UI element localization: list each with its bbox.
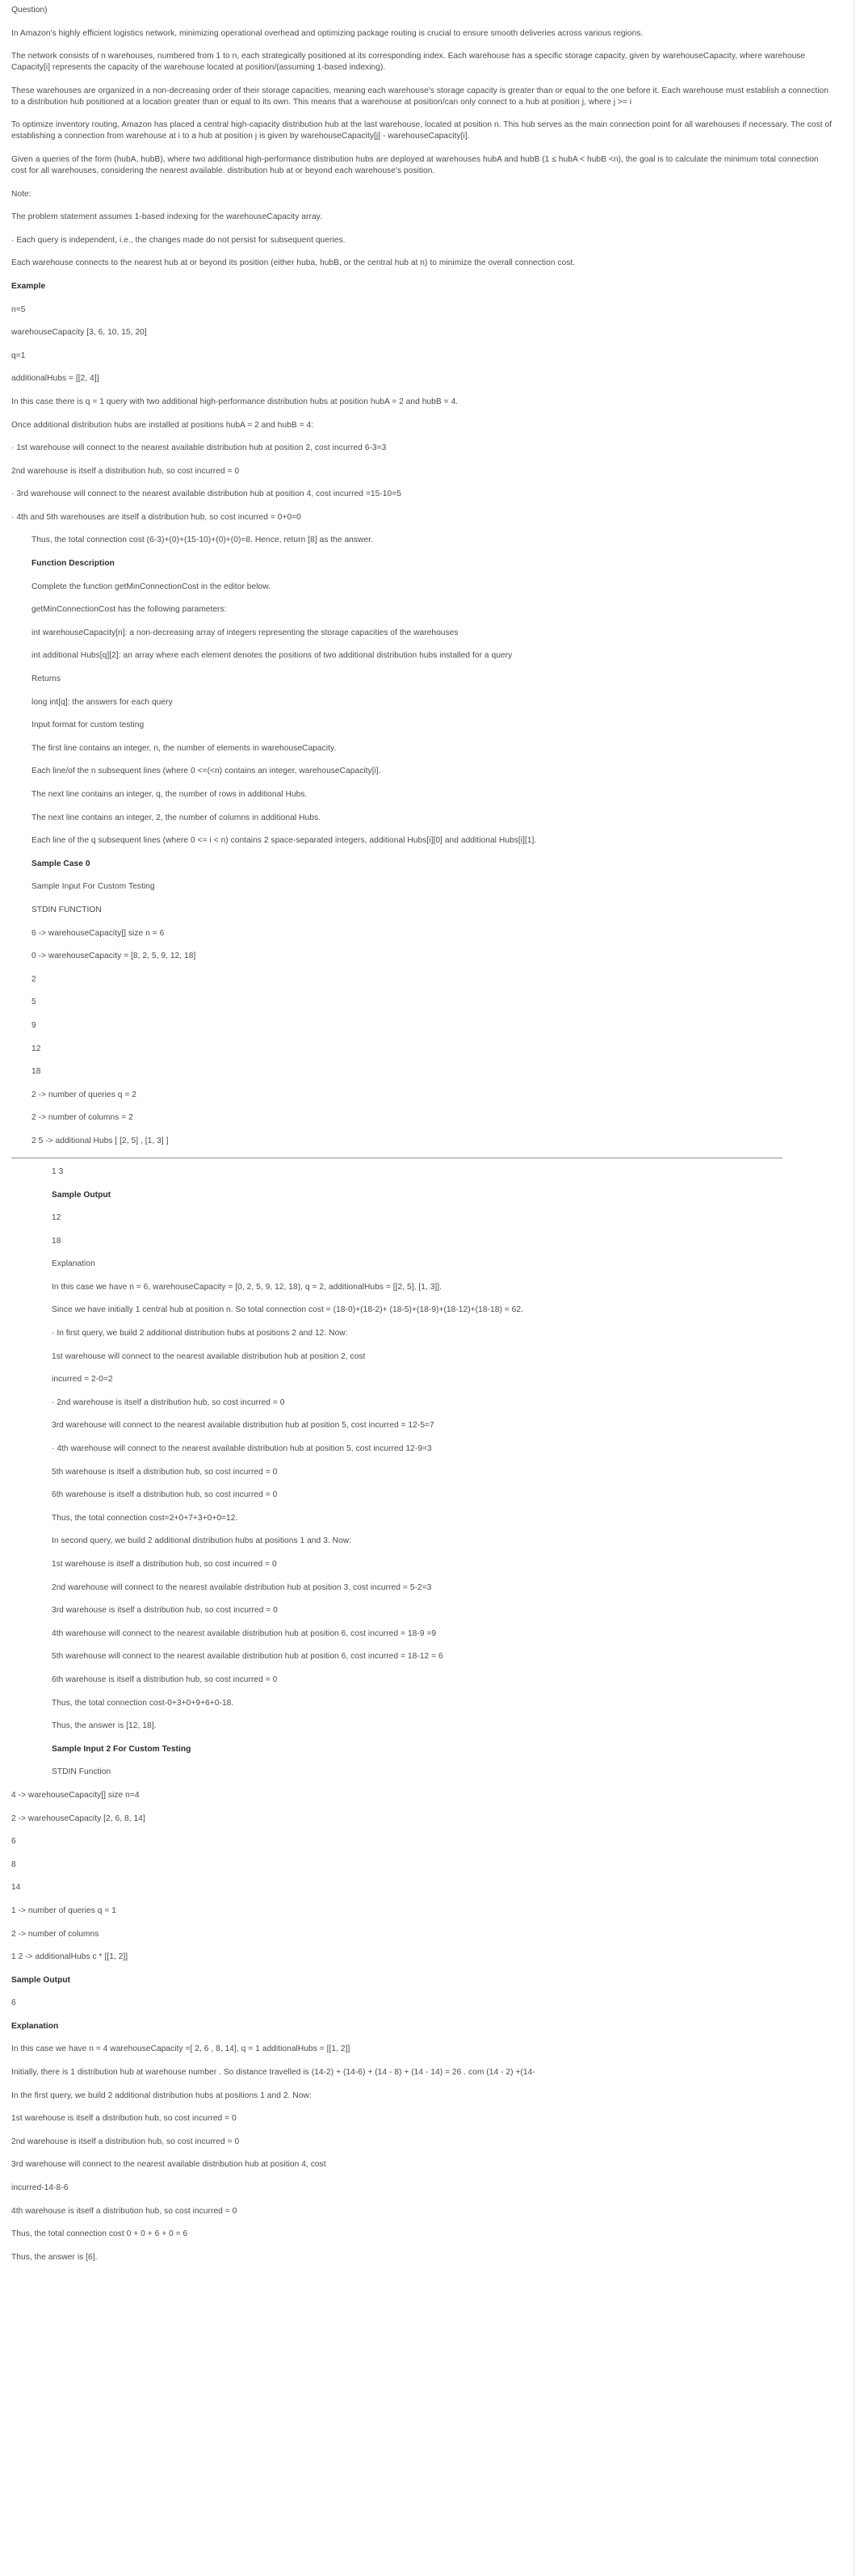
explanation-2-line-3: 1st warehouse is itself a distribution hub, so cost incurred = 0 (11, 2114, 237, 2124)
example-line-hubs: additionalHubs = [[2, 4]] (11, 374, 99, 384)
explanation-0-line-5: · 2nd warehouse is itself a distribution hub, so cost incurred = 0 (52, 1397, 285, 1407)
sample-2-stdin-line-6: 2 -> number of columns (11, 1929, 99, 1939)
example-line-installed: Once additional distribution hubs are installed at positions hubA = 2 and hubB = 4: (11, 420, 314, 430)
sample-2-stdin-line-4: 14 (11, 1883, 21, 1893)
explanation-0-line-11: In second query, we build 2 additional distribution hubs at positions 1 and 3. Now: (52, 1536, 352, 1546)
explanation-2-line-6: incurred-14-8-6 (11, 2183, 69, 2193)
sample-output-0-value-2: 18 (52, 1236, 61, 1246)
explanation-2-line-9: Thus, the answer is [6]. (11, 2252, 98, 2262)
example-line-case: In this case there is q = 1 query with two additional high-performance distribution hubs at position hubA = 2 and hubB = 4. (11, 397, 459, 406)
function-param-warehouse-capacity: int warehouseCapacity[n]: a non-decreasing array of integers representing the storage capacities of the warehouses (31, 628, 459, 637)
stdin-line-5: 12 (31, 1044, 41, 1053)
sample-2-stdin-line-1: 2 -> warehouseCapacity [2, 6, 8, 14] (11, 1813, 145, 1823)
explanation-0-line-14: 3rd warehouse is itself a distribution hub, so cost incurred = 0 (52, 1606, 278, 1616)
example-line-w1: · 1st warehouse will connect to the nearest available distribution hub at position 2, cost incurred 6-3=3 (11, 443, 387, 453)
stdin-line-4: 9 (31, 1020, 36, 1030)
function-description-line-2: getMinConnectionCost has the following parameters: (31, 605, 227, 615)
explanation-0-line-8: 5th warehouse is itself a distribution hub, so cost incurred = 0 (52, 1467, 278, 1477)
intro-paragraph-2: The network consists of n warehouses, numbered from 1 to n, each strategically positioned at its corresponding index. Each warehouse has a specific storage capacity, given by warehouseCapacity, where warehouse Capacity[i] represents the capacity of the warehouse located at position/(assuming 1-based indexing). (11, 52, 806, 73)
intro-paragraph-4: To optimize inventory routing, Amazon has placed a central high-capacity distribution hub at the last warehouse, located at position n. This hub serves as the main connection point for all warehouses if necessary. The cost of establishing a connection from warehouse at i to a hub at position j is given by warehouseCapacity[j] - warehouseCapacity[i]. (11, 120, 833, 141)
function-param-additional-hubs: int additional Hubs[q][2]: an array where each element denotes the positions of two additional distribution hubs installed for a query (31, 651, 513, 661)
example-conclusion: Thus, the total connection cost (6-3)+(0)+(15-10)+(0)+(0)=8. Hence, return [8] as the answer. (31, 536, 373, 545)
sample-2-stdin-line-7: 1 2 -> additionalHubs c * [[1, 2]] (11, 1952, 128, 1962)
explanation-0-line-9: 6th warehouse is itself a distribution hub, so cost incurred = 0 (52, 1490, 278, 1500)
sample-output-2-heading: Sample Output (11, 1975, 71, 1985)
sample-output-0-value-1: 12 (52, 1213, 61, 1223)
example-line-capacity: warehouseCapacity [3, 6, 10, 15, 20] (11, 328, 147, 338)
stdin-line-6: 18 (31, 1067, 41, 1077)
sample-case-0-stdin-header: STDIN FUNCTION (31, 905, 102, 914)
explanation-0-line-19: Thus, the answer is [12, 18]. (52, 1721, 157, 1731)
stdin-line-2: 2 (31, 974, 36, 984)
explanation-2-line-0: In this case we have n = 4 warehouseCapacity =[ 2, 6 , 8, 14], q = 1 additionalHubs = [[1, 2]] (11, 2044, 350, 2054)
example-line-w3: · 3rd warehouse will connect to the nearest available distribution hub at position 4, cost incurred =15-10=5 (11, 490, 401, 499)
sample-2-stdin-line-0: 4 -> warehouseCapacity[] size n=4 (11, 1790, 140, 1800)
explanation-2-line-4: 2nd warehouse is itself a distribution hub, so cost incurred = 0 (11, 2137, 240, 2146)
input-format-line-2: Each line/of the n subsequent lines (where 0 <=(<n) contains an integer, warehouseCapacity[i]. (31, 767, 381, 776)
stdin-line-8: 2 -> number of columns = 2 (31, 1113, 133, 1123)
note-heading: Note: (11, 189, 31, 199)
stdin-line-9: 2 5 -> additional Hubs [ [2, 5] , [1, 3] ] (31, 1136, 169, 1145)
sample-output-0-heading: Sample Output (52, 1190, 111, 1200)
explanation-0-line-6: 3rd warehouse will connect to the nearest available distribution hub at position 5, cost incurred = 12-5=7 (52, 1421, 434, 1431)
example-heading: Example (11, 281, 46, 291)
explanation-0-line-3: 1st warehouse will connect to the nearest available distribution hub at position 2, cost (52, 1351, 366, 1361)
function-description-line-1: Complete the function getMinConnectionCost in the editor below. (31, 582, 271, 591)
note-item-1: The problem statement assumes 1-based indexing for the warehouseCapacity array. (11, 212, 322, 222)
explanation-0-line-17: 6th warehouse is itself a distribution hub, so cost incurred = 0 (52, 1675, 278, 1684)
explanation-2-line-5: 3rd warehouse will connect to the nearest available distribution hub at position 4, cost (11, 2160, 326, 2170)
example-line-q: q=1 (11, 351, 26, 360)
input-format-line-5: Each line of the q subsequent lines (where 0 <= i < n) contains 2 space-separated integers, additional Hubs[i][0] and additional Hubs[i][1]. (31, 836, 537, 846)
explanation-2-line-2: In the first query, we build 2 additional distribution hubs at positions 1 and 2. Now: (11, 2091, 312, 2100)
example-line-w45: · 4th and 5th warehouses are itself a distribution hub, so cost incurred = 0+0=0 (11, 512, 301, 522)
after-divider-line: 1 3 (52, 1166, 64, 1176)
question-label: Question) (11, 6, 48, 15)
intro-paragraph-3: These warehouses are organized in a non-decreasing order of their storage capacities, meaning each warehouse's storage capacity is greater than or equal to the one before it. Each warehouse must establish a connection to a distribution hub positioned at a location greater than or equal to its own. This means that a warehouse at position/can only connect to a hub at position j, where j >= i (11, 86, 829, 107)
input-format-line-1: The first line contains an integer, n, the number of elements in warehouseCapacity. (31, 743, 337, 753)
explanation-0-line-12: 1st warehouse is itself a distribution hub, so cost incurred = 0 (52, 1560, 277, 1569)
stdin-line-1: 0 -> warehouseCapacity = [8, 2, 5, 9, 12, 18] (31, 952, 196, 961)
sample-case-2-heading: Sample Input 2 For Custom Testing (52, 1744, 191, 1754)
explanation-2-heading: Explanation (11, 2021, 59, 2031)
input-format-line-4: The next line contains an integer, 2, the number of columns in additional Hubs. (31, 813, 321, 822)
explanation-0-line-7: · 4th warehouse will connect to the nearest available distribution hub at position 5, cost incurred 12-9=3 (52, 1444, 432, 1454)
sample-case-0-heading: Sample Case 0 (31, 859, 90, 868)
function-description-heading: Function Description (31, 559, 115, 569)
input-format-heading: Input format for custom testing (31, 721, 145, 730)
stdin-line-3: 5 (31, 998, 36, 1007)
explanation-0-line-1: Since we have initially 1 central hub at position n. So total connection cost = (18-0)+(18-2)+ (18-5)+(18-9)+(18-12)+(18-18) = 62. (52, 1305, 523, 1315)
explanation-0-line-2: · In first query, we build 2 additional distribution hubs at positions 2 and 12. Now: (52, 1329, 348, 1338)
explanation-2-line-1: Initially, there is 1 distribution hub at warehouse number . So distance travelled is (14-2) + (14-6) + (14 - 8) + (14 - 14) = 26 . com (14 - 2) +(14- (11, 2068, 535, 2078)
sample-2-stdin-line-2: 6 (11, 1837, 16, 1847)
explanation-2-line-8: Thus, the total connection cost 0 + 0 + 6 + 0 = 6 (11, 2229, 188, 2239)
explanation-0-line-18: Thus, the total connection cost-0+3+0+9+6+0-18. (52, 1698, 234, 1708)
input-format-line-3: The next line contains an integer, q, the number of rows in additional Hubs. (31, 790, 308, 799)
note-item-2: · Each query is independent, i.e., the changes made do not persist for subsequent queries. (11, 235, 346, 245)
explanation-0-line-10: Thus, the total connection cost=2+0+7+3+0+0=12. (52, 1513, 238, 1523)
intro-paragraph-1: In Amazon's highly efficient logistics network, minimizing operational overhead and optimizing package routing is crucial to ensure smooth deliveries across various regions. (11, 28, 644, 38)
returns-heading: Returns (31, 674, 61, 684)
explanation-0-line-16: 5th warehouse will connect to the nearest available distribution hub at position 6, cost incurred = 18-12 = 6 (52, 1652, 443, 1662)
sample-2-stdin-line-5: 1 -> number of queries q = 1 (11, 1906, 116, 1915)
explanation-0-line-15: 4th warehouse will connect to the nearest available distribution hub at position 6, cost incurred = 18-9 =9 (52, 1628, 437, 1638)
sample-case-2-stdin-header: STDIN Function (52, 1767, 111, 1777)
explanation-0-heading: Explanation (52, 1259, 95, 1269)
example-line-w2: 2nd warehouse is itself a distribution hub, so cost incurred = 0 (11, 466, 240, 476)
explanation-0-line-13: 2nd warehouse will connect to the nearest available distribution hub at position 3, cost incurred = 5-2=3 (52, 1582, 432, 1592)
explanation-0-line-0: In this case we have n = 6, warehouseCapacity = [0, 2, 5, 9, 12, 18), q = 2, additionalHubs = [[2, 5], [1, 3]]. (52, 1282, 443, 1292)
stdin-line-0: 6 -> warehouseCapacity[] size n = 6 (31, 928, 165, 938)
returns-line: long int[q]: the answers for each query (31, 697, 173, 707)
explanation-0-line-4: incurred = 2-0=2 (52, 1375, 113, 1385)
sample-case-0-subheading: Sample Input For Custom Testing (31, 882, 155, 892)
stdin-line-7: 2 -> number of queries q = 2 (31, 1090, 136, 1099)
intro-paragraph-5: Given a queries of the form (hubA, hubB), where two additional high-performance distribution hubs are deployed at warehouses hubA and hubB (1 ≤ hubA < hubB <n), the goal is to calculate the minimum total connection cost for all warehouses, considering the nearest available. distribution hub at or beyond each warehouse's position. (11, 154, 819, 175)
explanation-2-line-7: 4th warehouse is itself a distribution hub, so cost incurred = 0 (11, 2206, 237, 2216)
example-line-n: n=5 (11, 305, 26, 314)
note-item-3: Each warehouse connects to the nearest hub at or beyond its position (either huba, hubB, or the central hub at n) to minimize the overall connection cost. (11, 258, 576, 268)
sample-2-stdin-line-3: 8 (11, 1860, 16, 1869)
sample-output-2-value-1: 6 (11, 1998, 16, 2008)
